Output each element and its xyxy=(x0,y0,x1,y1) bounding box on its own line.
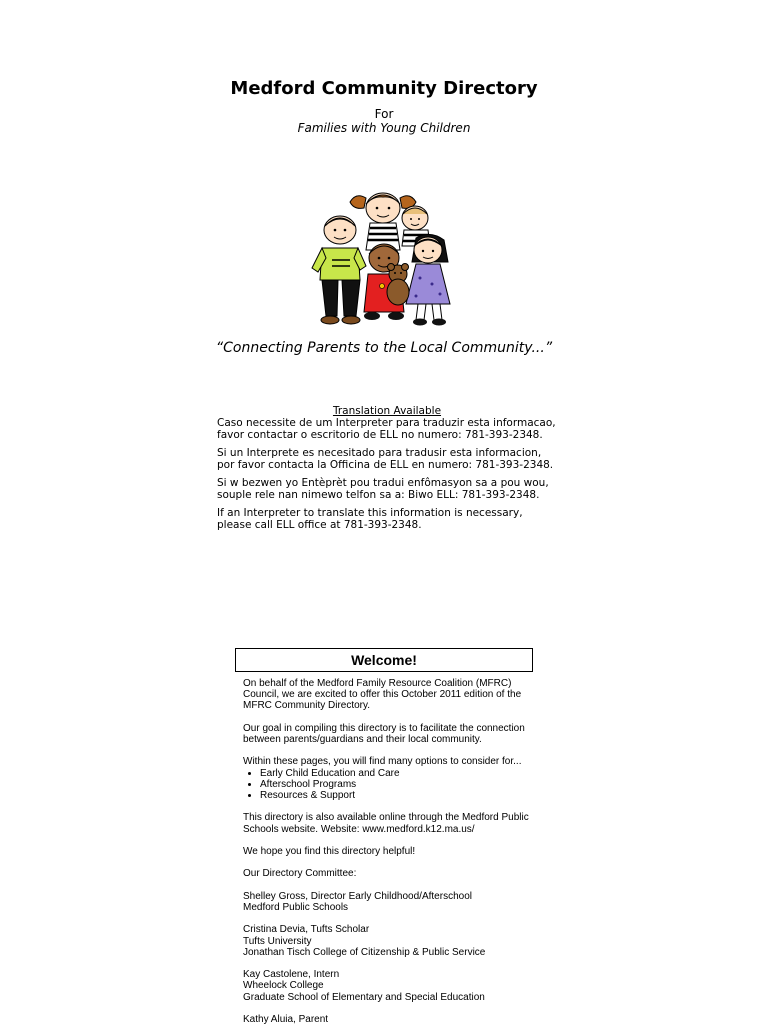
welcome-heading: Welcome! xyxy=(235,648,533,672)
girl-dress-figure xyxy=(406,234,450,325)
member-affiliation: Wheelock College xyxy=(243,980,324,992)
translation-heading: Translation Available xyxy=(332,405,442,417)
member-affiliation: Tufts University xyxy=(243,935,312,947)
translation-spanish: Si un Interprete es necesitado para tradusir esta informacion, por favor contacta la Officina de ELL en numero: 781-393-2348. xyxy=(217,447,554,471)
list-item: • Resources & Support xyxy=(260,790,543,801)
committee-member xyxy=(243,891,543,913)
committee-member xyxy=(243,1014,543,1025)
translation-notice xyxy=(217,405,557,537)
member-name: Kathy Aluia, Parent xyxy=(243,1013,329,1025)
committee-label: Our Directory Committee: xyxy=(243,868,357,880)
member-affiliation: Jonathan Tisch College of Citizenship & Public Service xyxy=(243,946,486,958)
member-name: Shelley Gross, Director Early Childhood/Afterschool xyxy=(243,890,472,902)
page-title: Medford Community Directory xyxy=(230,78,538,99)
welcome-intro: On behalf of the Medford Family Resource Coalition (MFRC) Council, we are excited to offer this October 2011 edition of the MFRC Community Directory. xyxy=(243,678,522,712)
closing-note: We hope you find this directory helpful! xyxy=(243,845,416,857)
translation-english: If an Interpreter to translate this information is necessary, please call ELL office at 781-393-2348. xyxy=(217,507,523,531)
audience-subtitle: Families with Young Children xyxy=(297,121,471,135)
boy-green-shirt-figure xyxy=(312,216,366,324)
member-affiliation: Graduate School of Elementary and Special Education xyxy=(243,991,485,1003)
committee-member xyxy=(243,969,543,1003)
member-name: Kay Castolene, Intern xyxy=(243,969,340,981)
welcome-goal: Our goal in compiling this directory is to facilitate the connection between parents/guardians and their local community. xyxy=(243,722,525,745)
child-with-teddy-figure xyxy=(364,244,409,320)
member-name: Cristina Devia, Tufts Scholar xyxy=(243,924,370,936)
translation-haitian-creole: Si w bezwen yo Entèprèt pou tradui enfômasyon sa a pou wou, souple rele nan nimewo telfon sa a: Biwo ELL: 781-393-2348. xyxy=(217,477,549,501)
member-affiliation: Medford Public Schools xyxy=(243,901,349,913)
translation-portuguese: Caso necessite de um Interpreter para traduzir esta informacao, favor contactar o escritorio de ELL no numero: 781-393-2348. xyxy=(217,417,556,441)
list-item: • Early Child Education and Care xyxy=(260,768,543,779)
welcome-letter xyxy=(243,678,543,1036)
tagline: “Connecting Parents to the Local Community...” xyxy=(215,340,553,356)
options-intro: Within these pages, you will find many options to consider for... xyxy=(243,756,522,768)
online-availability-note: This directory is also available online through the Medford Public Schools website. Website: www.medford.k12.ma.us/ xyxy=(243,812,529,835)
committee-member xyxy=(243,924,543,958)
for-label: For xyxy=(374,107,394,121)
options-list xyxy=(243,768,543,802)
list-item: • Afterschool Programs xyxy=(260,779,543,790)
children-illustration xyxy=(308,188,458,328)
